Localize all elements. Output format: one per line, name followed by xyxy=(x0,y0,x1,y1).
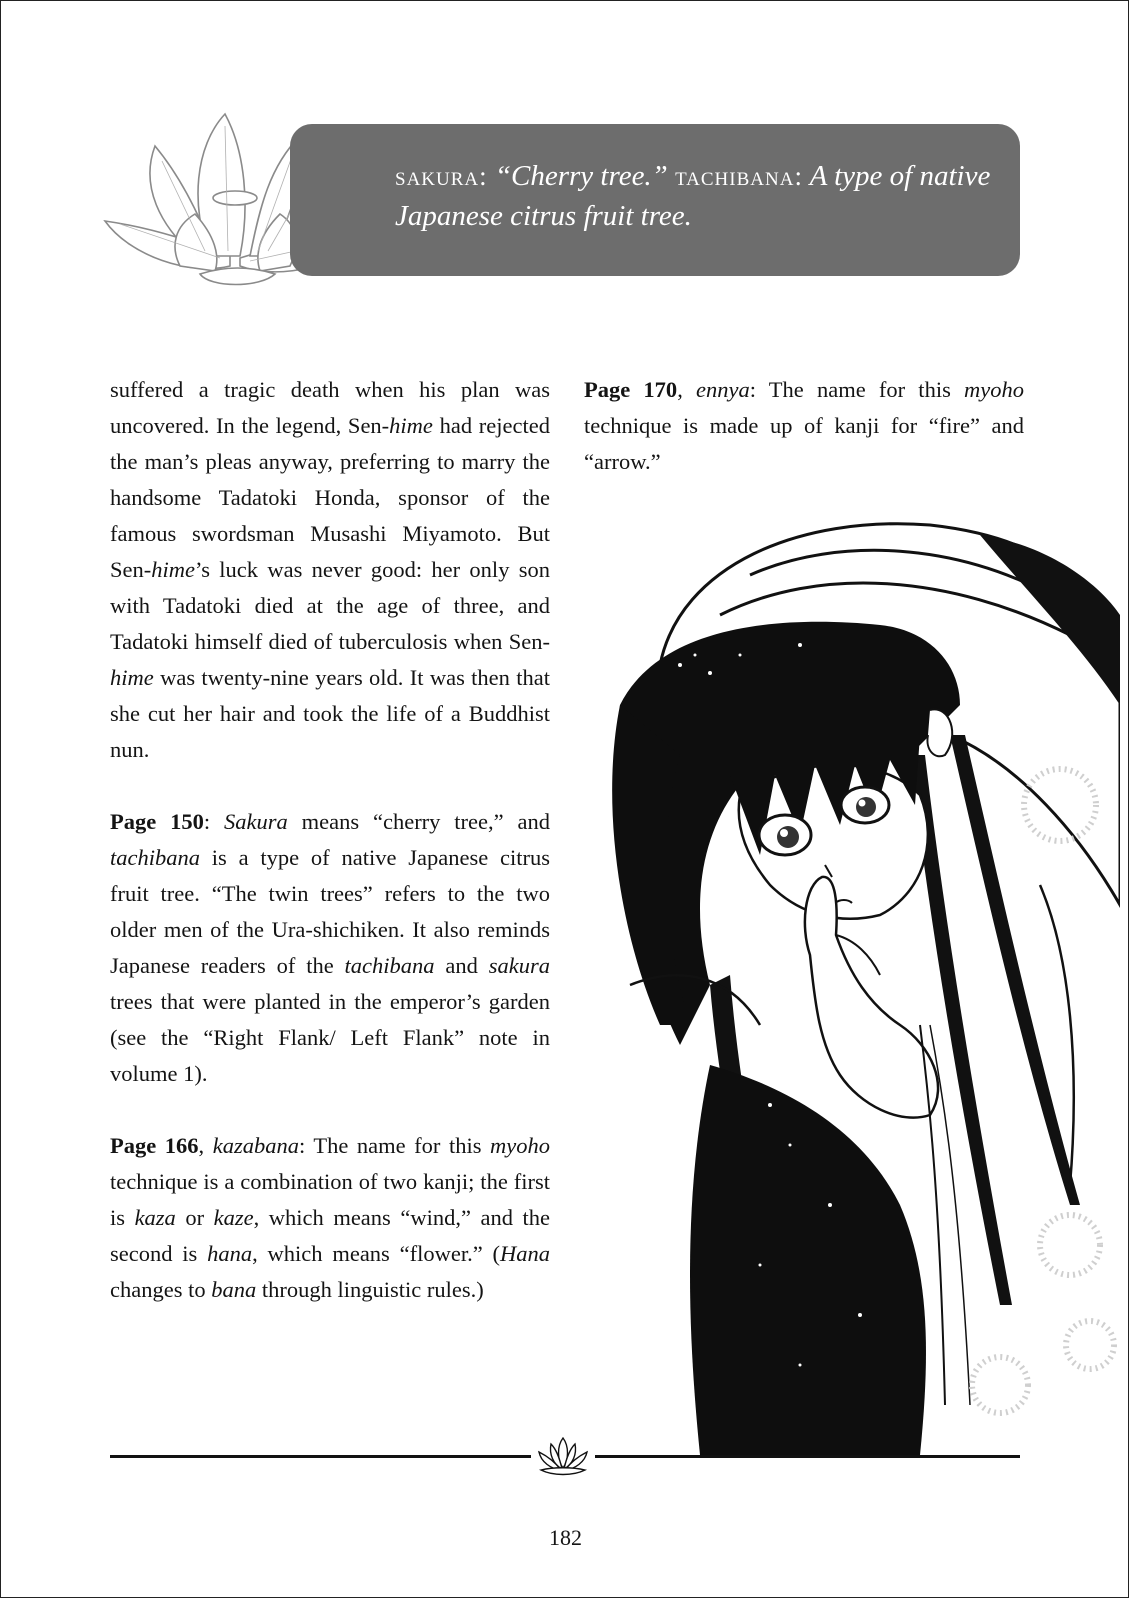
note-page-150: Page 150: Sakura means “cherry tree,” and tachibana is a type of native Japanese citrus fruit tree. “The twin trees” refers to the two older men of the Ura-shichiken. It also reminds Japanese readers of the tachibana and sakura trees that were planted in the emperor’s garden (see the “Right Flank/ Left Flank” note in volume 1). xyxy=(110,809,550,1086)
tachibana-term: tachibana: xyxy=(675,161,803,191)
note-label: Page 170 xyxy=(584,377,678,402)
left-column xyxy=(110,372,550,1344)
note-label: Page 166 xyxy=(110,1133,199,1158)
paragraph-sen-hime: suffered a tragic death when his plan was uncovered. In the legend, Sen-hime had rejected the man’s pleas anyway, preferring to marry the handsome Tadatoki Honda, sponsor of the famous swordsman Musashi Miyamoto. But Sen-hime’s luck was never good: her only son with Tadatoki died at the age of three, and Tadatoki himself died of tuberculosis when Sen-hime was twenty-nine years old. It was then that she cut her hair and took the life of a Buddhist nun. xyxy=(110,377,550,762)
note-page-170: Page 170, ennya: The name for this myoho technique is made up of kanji for “fire” and “arrow.” xyxy=(584,377,1025,474)
page-number: 182 xyxy=(549,1525,582,1550)
lotus-footer-icon xyxy=(531,1432,595,1478)
note-page-166: Page 166, kazabana: The name for this myoho technique is a combination of two kanji; the first is kaza or kaze, which means “wind,” and the second is hana, which means “flower.” (Hana changes to bana through linguistic rules.) xyxy=(110,1133,551,1302)
sakura-term: sakura: xyxy=(395,161,488,191)
header-banner-text xyxy=(395,156,995,236)
tachibana-definition: A type of native Japanese citrus fruit tree. xyxy=(395,160,991,232)
note-label: Page 150 xyxy=(110,809,204,834)
manga-illustration xyxy=(600,505,1120,1455)
right-column xyxy=(584,372,1024,480)
sakura-definition: “Cherry tree.” xyxy=(487,160,676,192)
